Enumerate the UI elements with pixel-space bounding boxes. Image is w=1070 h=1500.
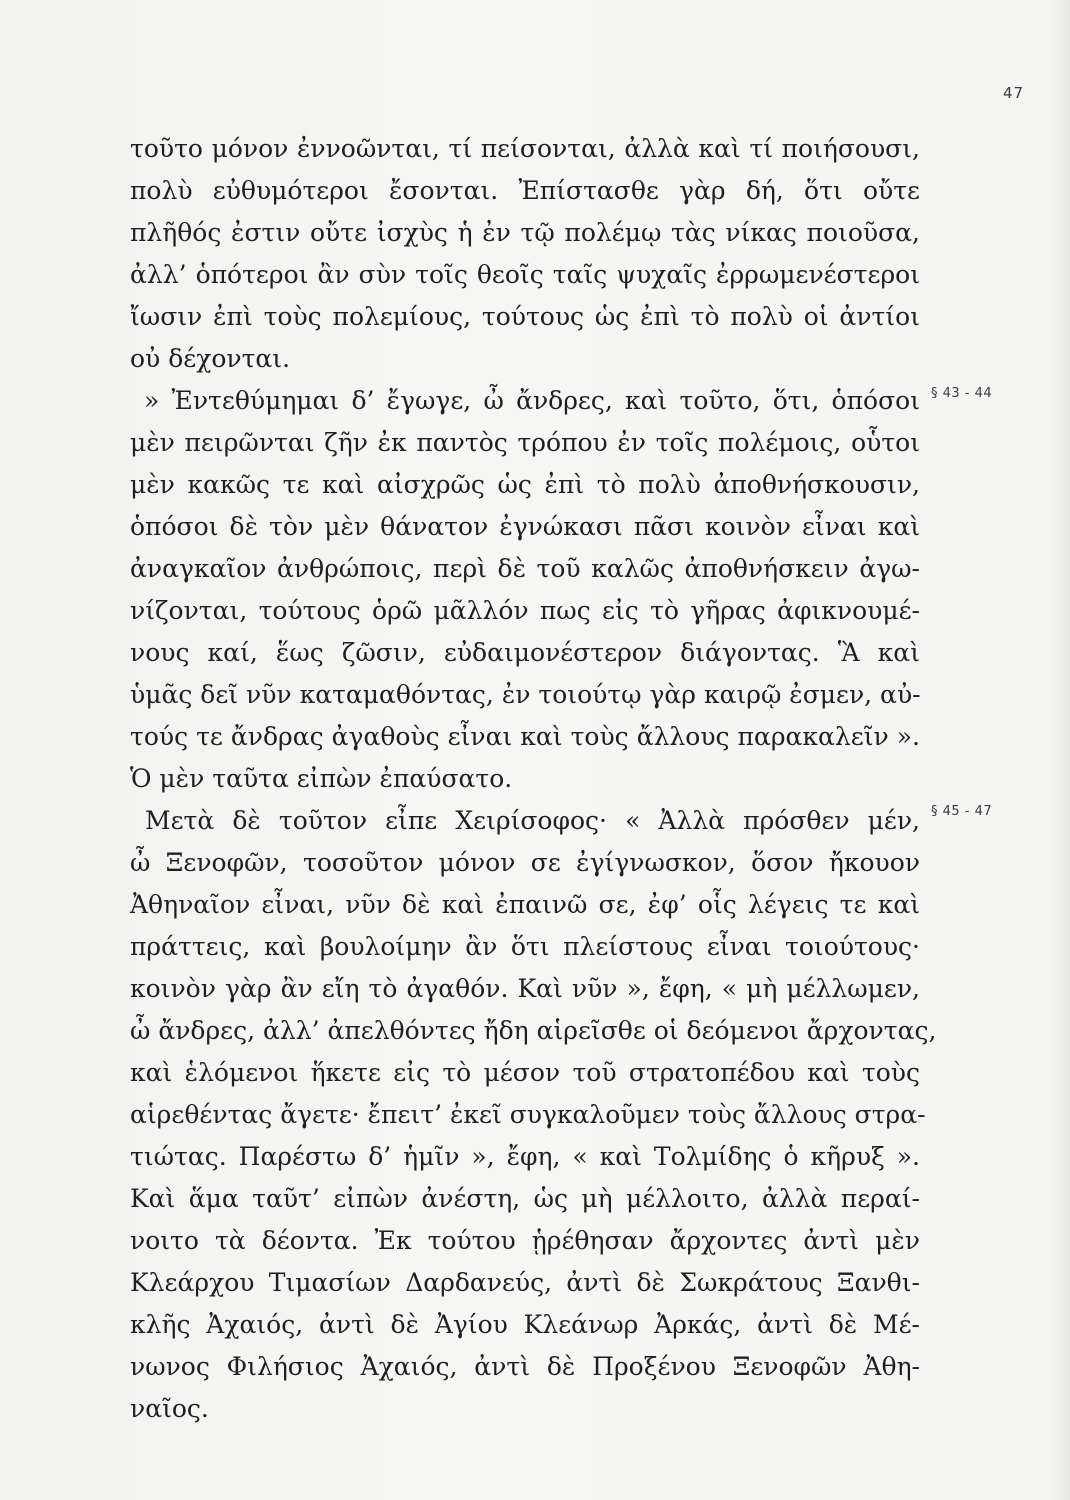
text-line: ναῖος.	[130, 1394, 209, 1423]
text-line: μὲν κακῶς τε καὶ αἰσχρῶς ὡς ἐπὶ τὸ πολὺ ἀποθνήσκουσιν,	[130, 470, 920, 499]
text-line: ἀλλ’ ὁπότεροι ἂν σὺν τοῖς θεοῖς ταῖς ψυχαῖς ἐρρωμενέστεροι	[130, 260, 920, 289]
text-line: νωνος Φιλήσιος Ἀχαιός, ἀντὶ δὲ Προξένου Ξενοφῶν Ἀθη-	[130, 1352, 920, 1381]
page-edge-shadow	[1052, 0, 1070, 1500]
text-line: κλῆς Ἀχαιός, ἀντὶ δὲ Ἀγίου Κλεάνωρ Ἀρκάς, ἀντὶ δὲ Μέ-	[130, 1310, 920, 1339]
text-line: ἴωσιν ἐπὶ τοὺς πολεμίους, τούτους ὡς ἐπὶ τὸ πολὺ οἱ ἀντίοι	[130, 302, 920, 331]
text-line: Ἀθηναῖον εἶναι, νῦν δὲ καὶ ἐπαινῶ σε, ἐφ’ οἷς λέγεις τε καὶ	[130, 890, 920, 919]
text-line: Μετὰ δὲ τοῦτον εἶπε Χειρίσοφος· « Ἀλλὰ πρόσθεν μέν,	[145, 806, 920, 835]
text-line: πολὺ εὐθυμότεροι ἔσονται. Ἐπίστασθε γὰρ δή, ὅτι οὔτε	[130, 176, 920, 205]
text-line: μὲν πειρῶνται ζῆν ἐκ παντὸς τρόπου ἐν τοῖς πολέμοις, οὗτοι	[130, 428, 920, 457]
text-line: ὦ Ξενοφῶν, τοσοῦτον μόνον σε ἐγίγνωσκον, ὅσον ἤκουον	[130, 848, 920, 877]
text-line: τούς τε ἄνδρας ἀγαθοὺς εἶναι καὶ τοὺς ἄλλους παρακαλεῖν ».	[130, 722, 920, 751]
text-line: ἀναγκαῖον ἀνθρώποις, περὶ δὲ τοῦ καλῶς ἀποθνήσκειν ἀγω-	[130, 554, 920, 583]
text-line: αἱρεθέντας ἄγετε· ἔπειτ’ ἐκεῖ συγκαλοῦμεν τοὺς ἄλλους στρα-	[130, 1100, 926, 1129]
text-line: ὑμᾶς δεῖ νῦν καταμαθόντας, ἐν τοιούτῳ γὰρ καιρῷ ἐσμεν, αὐ-	[130, 680, 921, 709]
text-line: Καὶ ἅμα ταῦτ’ εἰπὼν ἀνέστη, ὡς μὴ μέλλοιτο, ἀλλὰ περαί-	[130, 1184, 920, 1213]
text-line: » Ἐντεθύμημαι δ’ ἔγωγε, ὦ ἄνδρες, καὶ τοῦτο, ὅτι, ὁπόσοι	[144, 386, 920, 415]
text-line: πράττεις, καὶ βουλοίμην ἂν ὅτι πλείστους εἶναι τοιούτους·	[130, 932, 920, 961]
text-line: νους καί, ἕως ζῶσιν, εὐδαιμονέστερον διάγοντας. Ἃ καὶ	[130, 638, 920, 667]
text-line: ὁπόσοι δὲ τὸν μὲν θάνατον ἐγνώκασι πᾶσι κοινὸν εἶναι καὶ	[130, 512, 920, 541]
text-line: Ὁ μὲν ταῦτα εἰπὼν ἐπαύσατο.	[130, 764, 513, 793]
margin-section-ref: § 45 - 47	[931, 804, 993, 819]
text-line: Κλεάρχου Τιμασίων Δαρδανεύς, ἀντὶ δὲ Σωκράτους Ξανθι-	[130, 1268, 920, 1297]
text-line: πλῆθός ἐστιν οὔτε ἰσχὺς ἡ ἐν τῷ πολέμῳ τὰς νίκας ποιοῦσα,	[130, 218, 920, 247]
text-line: νοιτο τὰ δέοντα. Ἐκ τούτου ᾑρέθησαν ἄρχοντες ἀντὶ μὲν	[130, 1226, 920, 1255]
text-line: κοινὸν γὰρ ἂν εἴη τὸ ἀγαθόν. Καὶ νῦν », ἔφη, « μὴ μέλλωμεν,	[130, 974, 920, 1003]
text-line: καὶ ἑλόμενοι ἥκετε εἰς τὸ μέσον τοῦ στρατοπέδου καὶ τοὺς	[130, 1058, 920, 1087]
margin-section-ref: § 43 - 44	[931, 386, 993, 401]
text-line: οὐ δέχονται.	[130, 344, 291, 373]
page-number: 47	[1003, 84, 1025, 102]
text-line: τοῦτο μόνον ἐννοῶνται, τί πείσονται, ἀλλὰ καὶ τί ποιήσουσι,	[130, 134, 920, 163]
text-line: νίζονται, τούτους ὁρῶ μᾶλλόν πως εἰς τὸ γῆρας ἀφικνουμέ-	[130, 596, 920, 625]
greek-text-body	[130, 128, 937, 1430]
text-line: τιώτας. Παρέστω δ’ ἡμῖν », ἔφη, « καὶ Τολμίδης ὁ κῆρυξ ».	[130, 1142, 920, 1171]
text-line: ὦ ἄνδρες, ἀλλ’ ἀπελθόντες ἤδη αἱρεῖσθε οἱ δεόμενοι ἄρχοντας,	[130, 1016, 937, 1045]
